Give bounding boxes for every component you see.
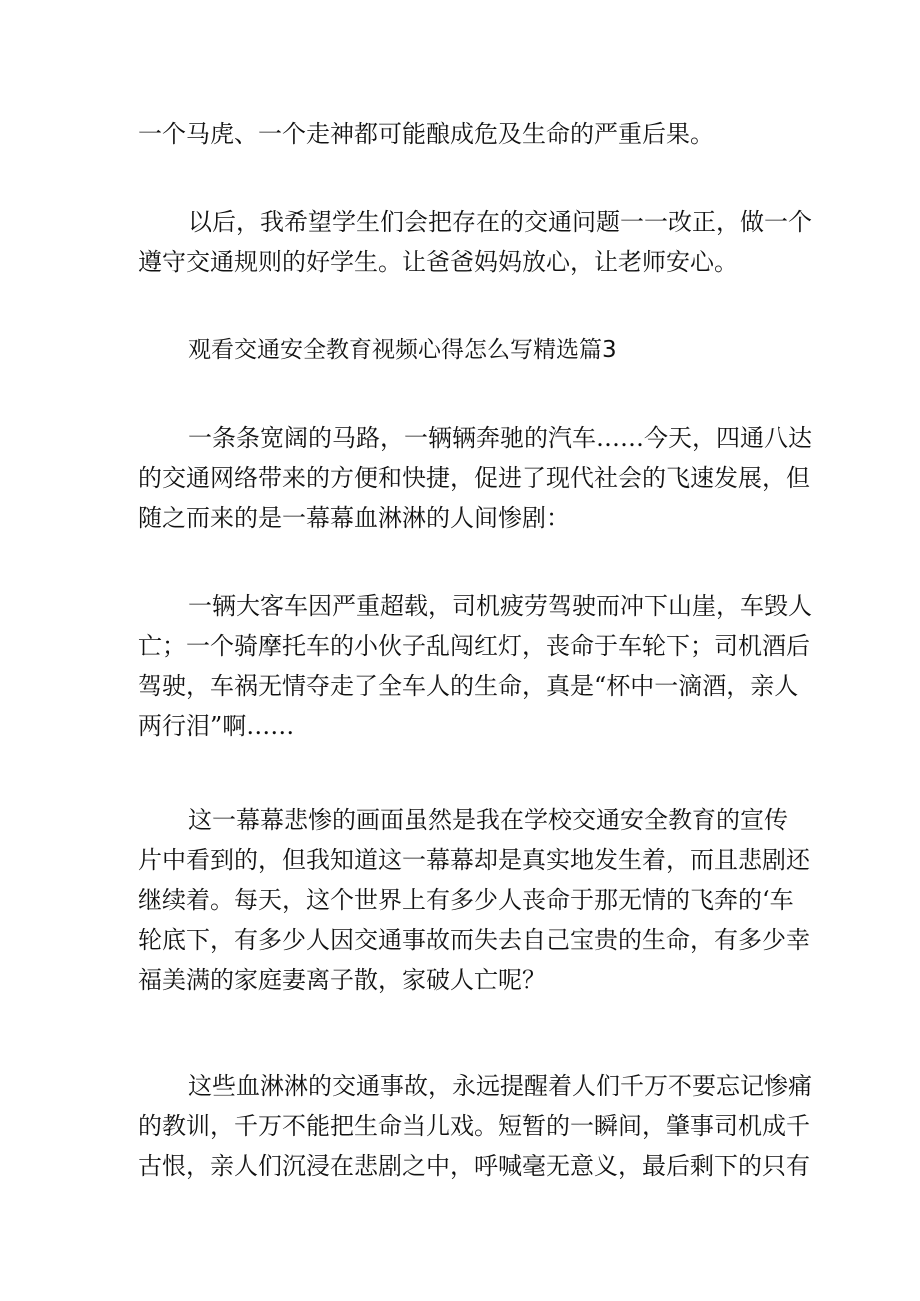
text-line: 随之而来的是一幕幕血淋淋的人间惨剧： (138, 504, 570, 532)
text-line: 一个马虎、一个走神都可能酿成危及生命的严重后果。 (138, 120, 714, 148)
text-line: 的交通网络带来的方便和快捷，促进了现代社会的飞速发展，但 (138, 464, 810, 492)
text-line: 驾驶，车祸无情夺走了全车人的生命，真是“杯中一滴酒，亲人 (138, 672, 799, 700)
text-line: 轮底下，有多少人因交通事故而失去自己宝贵的生命，有多少幸 (138, 926, 810, 954)
text-line: 以后，我希望学生们会把存在的交通问题一一改正，做一个 (188, 208, 812, 236)
section-heading (138, 330, 790, 370)
text-line: 福美满的家庭妻离子散，家破人亡呢？ (138, 966, 546, 994)
heading-text: 观看交通安全教育视频心得怎么写精选篇3 (188, 337, 617, 363)
text-line: 一条条宽阔的马路，一辆辆奔驰的汽车……今天，四通八达 (188, 424, 812, 452)
text-line: 这些血淋淋的交通事故，永远提醒着人们千万不要忘记惨痛 (188, 1072, 812, 1100)
text-line: 亡；一个骑摩托车的小伙子乱闯红灯，丧命于车轮下；司机酒后 (138, 632, 810, 660)
paragraph-accidents (138, 586, 812, 746)
paragraph-hope (138, 202, 812, 282)
paragraph-roads (138, 418, 812, 538)
text-line: 继续着。每天，这个世界上有多少人丧命于那无情的飞奔的‘车 (138, 886, 794, 914)
text-line: 两行泪”啊…… (138, 712, 295, 740)
text-line: 的教训，千万不能把生命当儿戏。短暂的一瞬间，肇事司机成千 (138, 1112, 810, 1140)
paragraph-continuation (138, 114, 790, 154)
text-line: 一辆大客车因严重超载，司机疲劳驾驶而冲下山崖，车毁人 (188, 592, 812, 620)
paragraph-scenes (138, 800, 810, 1000)
text-line: 遵守交通规则的好学生。让爸爸妈妈放心，让老师安心。 (138, 248, 738, 276)
text-line: 这一幕幕悲惨的画面虽然是我在学校交通安全教育的宣传 (188, 806, 788, 834)
text-line: 古恨，亲人们沉浸在悲剧之中，呼喊毫无意义，最后剩下的只有 (138, 1152, 810, 1180)
paragraph-lessons (138, 1066, 812, 1186)
text-line: 片中看到的，但我知道这一幕幕却是真实地发生着，而且悲剧还 (138, 846, 810, 874)
